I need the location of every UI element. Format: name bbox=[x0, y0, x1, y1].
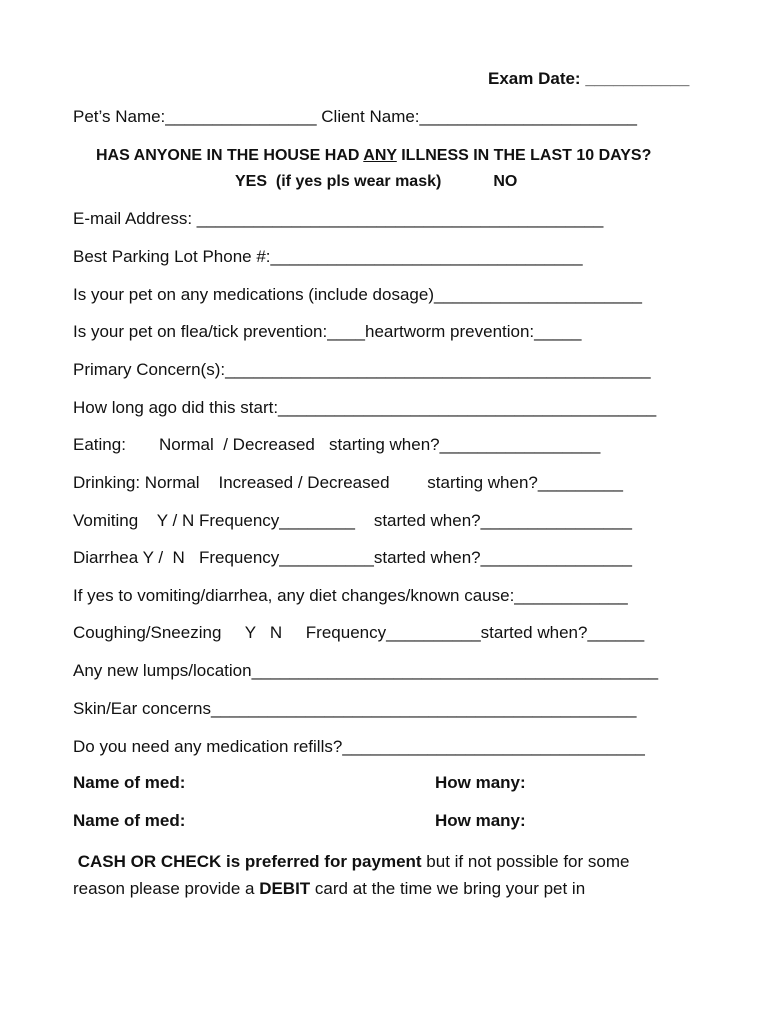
illness-answer-options bbox=[235, 171, 517, 193]
refills-field[interactable]: Do you need any medication refills?________________________________ bbox=[73, 737, 645, 756]
vomiting-field[interactable]: Vomiting Y / N Frequency________ started when?________________ bbox=[73, 511, 632, 530]
payment-preferred: CASH OR CHECK is preferred for payment bbox=[77, 852, 422, 871]
med-name-label[interactable]: Name of med: bbox=[73, 773, 186, 792]
parking-phone-field[interactable]: Best Parking Lot Phone #:_________________________________ bbox=[73, 247, 583, 266]
eating-field[interactable]: Eating: Normal / Decreased starting when?_________________ bbox=[73, 435, 601, 454]
lumps-field[interactable]: Any new lumps/location___________________________________________ bbox=[73, 661, 659, 680]
email-field[interactable]: E-mail Address: ___________________________________________ bbox=[73, 209, 604, 228]
yes-option[interactable]: YES (if yes pls wear mask) bbox=[235, 173, 442, 190]
payment-debit: DEBIT bbox=[259, 879, 311, 898]
diet-changes-field[interactable]: If yes to vomiting/diarrhea, any diet changes/known cause:____________ bbox=[73, 586, 628, 605]
med-name-label[interactable]: Name of med: bbox=[73, 811, 186, 830]
illness-question-post: ILLNESS IN THE LAST 10 DAYS? bbox=[396, 147, 652, 164]
payment-note bbox=[73, 848, 673, 902]
illness-question-any: ANY bbox=[363, 147, 397, 164]
illness-question bbox=[96, 145, 651, 167]
med-row bbox=[73, 810, 526, 832]
payment-text-2: card at the time we bring your pet in bbox=[310, 879, 586, 898]
illness-question-pre: HAS ANYONE IN THE HOUSE HAD bbox=[96, 147, 364, 164]
med-how-many-label[interactable]: How many: bbox=[435, 811, 526, 830]
payment-text-1: but if not possible for some reason please provide a bbox=[73, 852, 630, 898]
primary-concern-field[interactable]: Primary Concern(s):_____________________________________________ bbox=[73, 360, 651, 379]
coughing-field[interactable]: Coughing/Sneezing Y N Frequency__________started when?______ bbox=[73, 623, 645, 642]
medications-field[interactable]: Is your pet on any medications (include dosage)______________________ bbox=[73, 285, 642, 304]
pet-client-name-line[interactable]: Pet’s Name:________________ Client Name:_______________________ bbox=[73, 107, 637, 126]
skin-ear-field[interactable]: Skin/Ear concerns_____________________________________________ bbox=[73, 699, 637, 718]
diarrhea-field[interactable]: Diarrhea Y / N Frequency__________started when?________________ bbox=[73, 548, 632, 567]
med-how-many-label[interactable]: How many: bbox=[435, 773, 526, 792]
exam-date-field[interactable]: Exam Date: ___________ bbox=[488, 69, 690, 88]
med-row bbox=[73, 772, 526, 794]
no-option[interactable]: NO bbox=[493, 173, 518, 190]
prevention-field[interactable]: Is your pet on flea/tick prevention:____heartworm prevention:_____ bbox=[73, 322, 582, 341]
how-long-field[interactable]: How long ago did this start:________________________________________ bbox=[73, 398, 657, 417]
drinking-field[interactable]: Drinking: Normal Increased / Decreased starting when?_________ bbox=[73, 473, 623, 492]
